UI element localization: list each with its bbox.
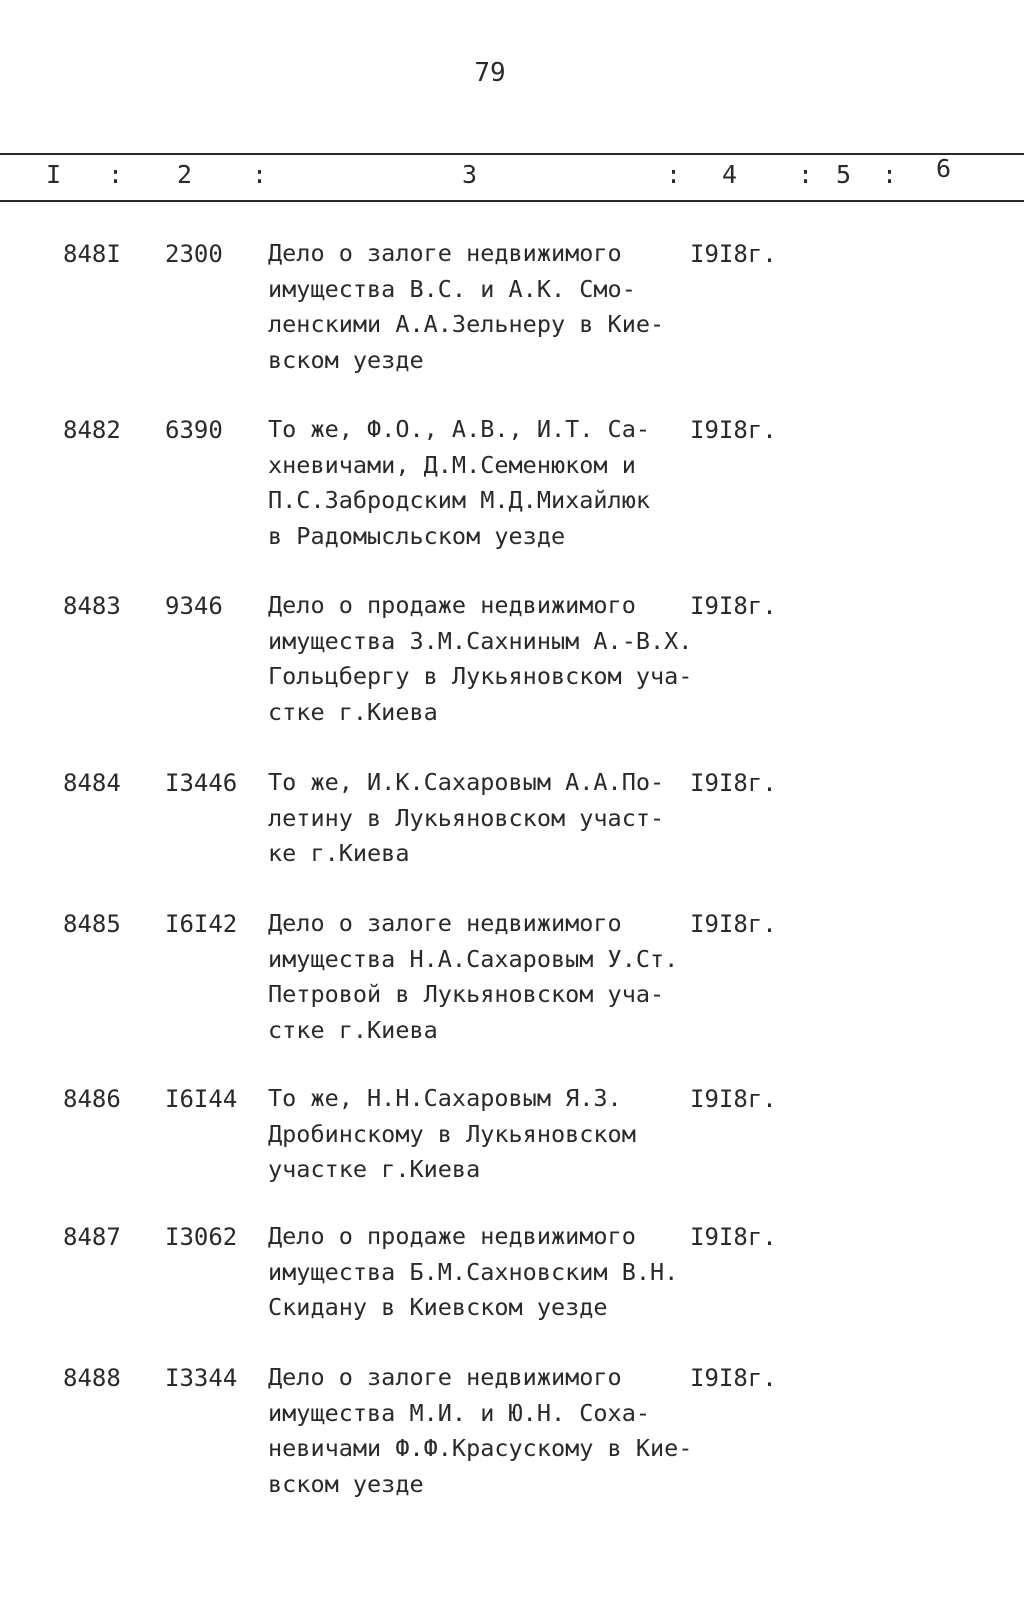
- description-line: невичами Ф.Ф.Красускому в Кие-: [268, 1434, 693, 1462]
- entry-year: I9I8г.: [690, 592, 777, 620]
- entry-year: I9I8г.: [690, 910, 777, 938]
- description-line: Дело о залоге недвижимого: [268, 909, 622, 937]
- entry-description: [268, 1219, 708, 1326]
- entry-year: I9I8г.: [690, 1085, 777, 1113]
- description-line: ке г.Киева: [268, 839, 410, 867]
- description-line: Дело о залоге недвижимого: [268, 1363, 622, 1391]
- entry-code: I3062: [165, 1223, 238, 1251]
- entry-description: [268, 906, 708, 1048]
- entry-code: I6I42: [165, 910, 238, 938]
- entry-number: 8483: [63, 592, 121, 620]
- description-line: Скидану в Киевском уезде: [268, 1293, 608, 1321]
- description-line: Дело о продаже недвижимого: [268, 591, 636, 619]
- entry-year: I9I8г.: [690, 1223, 777, 1251]
- description-line: Дело о продаже недвижимого: [268, 1222, 636, 1250]
- entry-year: I9I8г.: [690, 1364, 777, 1392]
- entry-code: 2300: [165, 240, 223, 268]
- header-separator: :: [882, 160, 898, 189]
- header-col-5: 5: [836, 160, 852, 189]
- entry-number: 8485: [63, 910, 121, 938]
- description-line: вском уезде: [268, 1469, 424, 1498]
- description-line: Гольцбергу в Лукьяновском уча-: [268, 662, 693, 690]
- entry-description: [268, 1360, 708, 1502]
- entry-number: 8484: [63, 769, 121, 797]
- entry-description: [268, 765, 708, 872]
- entry-description: [268, 236, 708, 378]
- header-separator: :: [108, 160, 124, 189]
- description-line: Дело о залоге недвижимого: [268, 239, 622, 267]
- description-line: То же, И.К.Сахаровым А.А.По-: [268, 768, 665, 796]
- entry-year: I9I8г.: [690, 240, 777, 268]
- description-line: имущества Н.А.Сахаровым У.Ст.: [268, 944, 679, 973]
- description-line: вском уезде: [268, 345, 424, 374]
- description-line: ленскими А.А.Зельнеру в Кие-: [268, 310, 665, 338]
- header-bottom-rule: [0, 200, 1024, 202]
- header-separator: :: [798, 160, 814, 189]
- entry-description: [268, 1081, 708, 1188]
- entry-year: I9I8г.: [690, 416, 777, 444]
- description-line: имущества В.С. и А.К. Смо-: [268, 274, 636, 303]
- header-separator: :: [666, 160, 682, 189]
- entry-description: [268, 588, 708, 730]
- description-line: летину в Лукьяновском участ-: [268, 803, 665, 832]
- header-col-2: 2: [177, 160, 193, 189]
- entry-description: [268, 412, 708, 554]
- entry-code: 9346: [165, 592, 223, 620]
- description-line: То же, Н.Н.Сахаровым Я.З.: [268, 1084, 622, 1112]
- entry-number: 848I: [63, 240, 121, 268]
- entry-year: I9I8г.: [690, 769, 777, 797]
- header-col-1: I: [46, 160, 62, 189]
- header-col-3: 3: [462, 160, 478, 189]
- description-line: То же, Ф.О., А.В., И.Т. Са-: [268, 415, 651, 443]
- entry-number: 8488: [63, 1364, 121, 1392]
- description-line: Дробинскому в Лукьяновском: [268, 1119, 636, 1148]
- entry-code: I6I44: [165, 1085, 238, 1113]
- description-line: П.С.Забродским М.Д.Михайлюк: [268, 486, 651, 514]
- description-line: имущества Б.М.Сахновским В.Н.: [268, 1257, 679, 1286]
- entry-number: 8486: [63, 1085, 121, 1113]
- header-col-6: 6: [936, 154, 952, 183]
- entry-code: I3344: [165, 1364, 238, 1392]
- entry-number: 8487: [63, 1223, 121, 1251]
- header-separator: :: [252, 160, 268, 189]
- description-line: участке г.Киева: [268, 1155, 481, 1183]
- entry-number: 8482: [63, 416, 121, 444]
- header-col-4: 4: [722, 160, 738, 189]
- entry-code: I3446: [165, 769, 238, 797]
- description-line: Петровой в Лукьяновском уча-: [268, 980, 665, 1008]
- header-top-rule: [0, 153, 1024, 155]
- entry-code: 6390: [165, 416, 223, 444]
- description-line: стке г.Киева: [268, 697, 438, 726]
- page-number: 79: [474, 58, 506, 88]
- description-line: стке г.Киева: [268, 1015, 438, 1044]
- description-line: хневичами, Д.М.Семенюком и: [268, 450, 636, 479]
- description-line: в Радомысльском уезде: [268, 521, 566, 550]
- description-line: имущества М.И. и Ю.Н. Соха-: [268, 1398, 651, 1427]
- description-line: имущества З.М.Сахниным А.-В.Х.: [268, 626, 693, 655]
